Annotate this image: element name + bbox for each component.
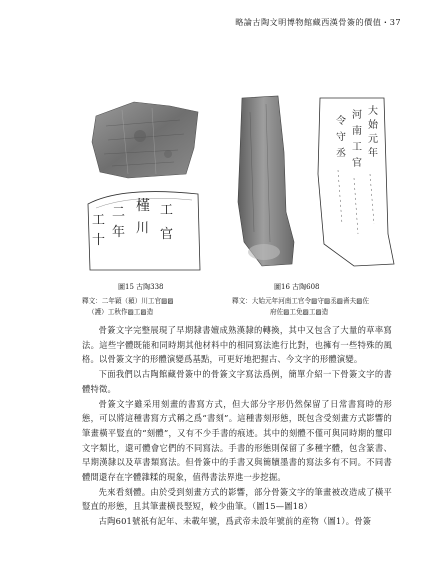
damaged-char-box: ▨: [315, 308, 322, 316]
sketch-glyph: 守: [336, 132, 346, 143]
sketch-glyph: 工: [160, 203, 174, 218]
figure-16-caption-2: 府佐▨工免▨工▨造: [270, 308, 329, 316]
sketch-glyph: 官: [352, 158, 362, 169]
sketch-glyph: 槿: [136, 198, 150, 214]
figure-16-caption: 釋文：大始元年河南工官令▨守▨丞▨嗇夫▨佐: [232, 297, 370, 305]
damaged-char-box: ▨: [323, 297, 331, 305]
paragraph: 下面我們以古陶館藏骨簽中的骨簽文字寫法爲例，簡單介紹一下骨簽文字的書體特徵。: [82, 369, 392, 394]
running-title: 略論古陶文明博物館藏西漢骨簽的價值: [235, 17, 382, 27]
damaged-char-box: ▨: [356, 297, 363, 305]
figure-16-number: 圖16 古陶608: [274, 283, 320, 291]
damaged-char-box: ▨: [311, 297, 318, 305]
paragraph: 古陶601號祇有記年、未載年號，爲武帝未設年號前的産物（圖1）。骨簽: [98, 516, 372, 527]
damaged-char-box: ▨: [302, 308, 309, 316]
sketch-glyph: 令: [336, 116, 346, 127]
figure-16-sketch: [314, 94, 398, 270]
body-text: [82, 323, 392, 529]
running-header: [235, 17, 401, 28]
figure-16-photo: [232, 92, 302, 268]
damaged-char-box: ▨: [167, 297, 174, 305]
sketch-glyph: 工: [352, 142, 362, 153]
figure-15-caption-2: （護）工秋作▨工▨造: [88, 308, 154, 316]
damaged-char-box: ▨: [283, 308, 290, 316]
title-separator: ・: [381, 17, 390, 27]
paragraph: 骨簽文字雖采用刻畫的書寫方式，但大部分字形仍然保留了日常書寫時的形態，可以將這種書寫方式稱之爲“書刻”。這種書刻形態，既包含受刻畫方式影響的筆畫橫平豎直的“刻體”，又有不少手書的痕迹。其中的刻體不僅可與同時期的璽印文字類比，還可體會它們的不同寫法。手書的形態則保留了多種字體，包含篆書、早期漢隸以及草書類寫法。但骨簽中的手書又與簡牘墨書的寫法多有不同。不同書體間還存在字體雜糅的現象，值得書法界進一步挖掘。: [82, 398, 392, 483]
sketch-glyph: 南: [352, 126, 362, 137]
damaged-char-box: ▨: [127, 308, 134, 316]
sketch-glyph: 年: [368, 148, 378, 159]
sketch-glyph: 二: [112, 205, 126, 220]
figure-15-caption: 釋文：二年穎（潁）川工官▨▨: [82, 297, 174, 305]
page-number: 37: [389, 17, 401, 27]
figure-15: [82, 96, 212, 316]
paragraph: 先來看刻體。由於受到刻畫方式的影響，部分骨簽文字的筆畫被改造成了橫平豎直的形態，且其筆畫横長竪短，較少曲筆。（圖15—圖18）: [82, 486, 392, 512]
paragraph: 骨簽文字完整展現了早期隸書嬗成熟漢隸的轉換，其中又包含了大量的草率寫法。這些字體既能和同時期其他材料中的相同寫法進行比對，也擁有一些特殊的風格。以骨簽文字的形體演變爲基點，可更好地把握古、今文字的形體演變。: [82, 325, 392, 365]
damaged-char-box: ▨: [336, 297, 344, 305]
figure-15-number: 圖15 古陶338: [118, 283, 164, 291]
damaged-char-box: ▨: [161, 297, 168, 305]
sketch-glyph: 河: [352, 110, 362, 121]
sketch-glyph: 十: [92, 233, 106, 248]
sketch-glyph: 川: [136, 221, 150, 236]
sketch-glyph: 官: [160, 227, 174, 242]
sketch-glyph: 大: [368, 106, 378, 117]
sketch-glyph: 元: [368, 134, 378, 145]
figure-15-sketch: [82, 184, 206, 274]
figure-15-photo: [82, 96, 206, 180]
figure-16: [232, 92, 402, 316]
sketch-glyph: 年: [112, 225, 126, 240]
sketch-glyph: 始: [368, 120, 378, 131]
sketch-glyph: 工: [92, 213, 106, 228]
sketch-glyph: 丞: [336, 148, 346, 159]
damaged-char-box: ▨: [140, 308, 147, 316]
